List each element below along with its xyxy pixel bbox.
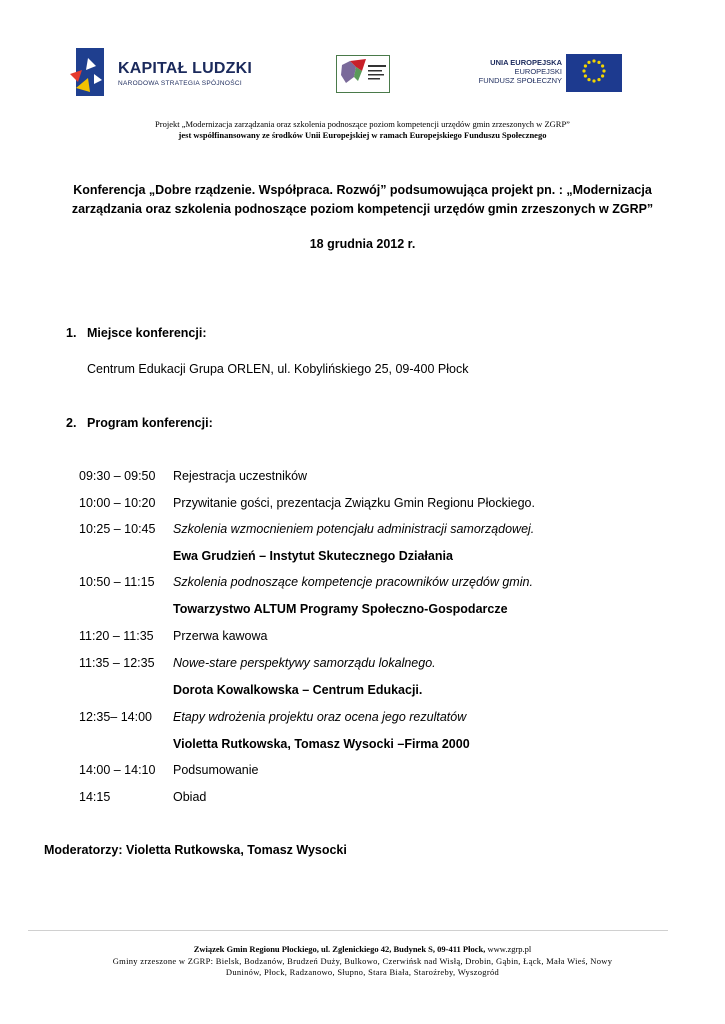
program-speaker: Towarzystwo ALTUM Programy Społeczno-Gospodarcze xyxy=(173,602,508,616)
project-line-1: Projekt „Modernizacja zarządzania oraz szkolenia podnoszące poziom kompetencji urzędów gmin zrzeszonych w ZGRP” xyxy=(155,119,570,129)
section-2-heading: Program konferencji: xyxy=(87,416,213,430)
program-time: 10:00 – 10:20 xyxy=(79,496,156,510)
footer-url[interactable]: www.zgrp.pl xyxy=(485,944,532,954)
program-time: 10:25 – 10:45 xyxy=(79,522,156,536)
eu-line-1: UNIA EUROPEJSKA xyxy=(490,58,562,67)
program-desc: Przywitanie gości, prezentacja Związku Gmin Regionu Płockiego. xyxy=(173,496,535,510)
footer-address: Związek Gmin Regionu Płockiego, ul. Zglenickiego 42, Budynek S, 09-411 Płock, xyxy=(193,944,486,954)
program-time: 12:35– 14:00 xyxy=(79,710,152,724)
moderators: Moderatorzy: Violetta Rutkowska, Tomasz Wysocki xyxy=(44,843,347,857)
kapital-ludzki-emblem-icon xyxy=(68,44,118,100)
zgrp-logo xyxy=(336,55,390,93)
conference-title xyxy=(40,181,685,219)
section-1-number: 1. xyxy=(66,326,77,340)
zgrp-map-icon xyxy=(336,55,390,93)
footer-line-2: Gminy zrzeszone w ZGRP: Bielsk, Bodzanów, Brudzeń Duży, Bulkowo, Czerwińsk nad Wisłą, Drobin, Gąbin, Łąck, Mała Wieś, Nowy xyxy=(112,956,613,966)
title-line-2: zarządzania oraz szkolenia podnoszące poziom kompetencji urzędów gmin zrzeszonych w ZGRP” xyxy=(71,202,654,216)
eu-flag-icon xyxy=(566,54,622,92)
program-time: 11:35 – 12:35 xyxy=(79,656,155,670)
kapital-ludzki-subtitle: NARODOWA STRATEGIA SPÓJNOŚCI xyxy=(118,80,242,87)
program-desc: Rejestracja uczestników xyxy=(173,469,308,483)
eu-fund-text xyxy=(462,58,562,85)
venue-text: Centrum Edukacji Grupa ORLEN, ul. Kobylińskiego 25, 09-400 Płock xyxy=(87,362,469,376)
program-time: 10:50 – 11:15 xyxy=(79,575,155,589)
program-desc: Obiad xyxy=(173,790,207,804)
program-time: 14:00 – 14:10 xyxy=(79,763,156,777)
section-1-heading: Miejsce konferencji: xyxy=(87,326,207,340)
program-desc: Nowe-stare perspektywy samorządu lokalnego. xyxy=(173,656,436,670)
title-line-1: Konferencja „Dobre rządzenie. Współpraca. Rozwój” podsumowująca projekt pn. : „Modernizacja xyxy=(73,183,652,197)
footer-line-1 xyxy=(0,944,725,954)
program-desc: Podsumowanie xyxy=(173,763,259,777)
eu-flag-logo xyxy=(566,54,622,92)
program-desc: Szkolenia wzmocnieniem potencjału administracji samorządowej. xyxy=(173,522,535,536)
program-speaker: Ewa Grudzień – Instytut Skutecznego Działania xyxy=(173,549,453,563)
program-time: 14:15 xyxy=(79,790,111,804)
program-time: 09:30 – 09:50 xyxy=(79,469,156,483)
program-desc: Etapy wdrożenia projektu oraz ocena jego rezultatów xyxy=(173,710,467,724)
program-speaker: Dorota Kowalkowska – Centrum Edukacji. xyxy=(173,683,423,697)
program-desc: Przerwa kawowa xyxy=(173,629,268,643)
section-2-number: 2. xyxy=(66,416,77,430)
footer-divider xyxy=(28,930,668,931)
program-desc: Szkolenia podnoszące kompetencje pracowników urzędów gmin. xyxy=(173,575,533,589)
program-speaker: Violetta Rutkowska, Tomasz Wysocki –Firma 2000 xyxy=(173,737,470,751)
kapital-ludzki-title: KAPITAŁ LUDZKI xyxy=(118,60,253,77)
footer-line-3: Duninów, Płock, Radzanowo, Słupno, Stara Biała, Staroźreby, Wyszogród xyxy=(225,967,500,977)
project-line-2: jest współfinansowany ze środków Unii Europejskiej w ramach Europejskiego Funduszu Społecznego xyxy=(178,130,547,140)
conference-date: 18 grudnia 2012 r. xyxy=(309,237,416,251)
eu-line-2: EUROPEJSKI xyxy=(514,67,562,76)
eu-line-3: FUNDUSZ SPOŁECZNY xyxy=(478,76,562,85)
program-time: 11:20 – 11:35 xyxy=(79,629,154,643)
